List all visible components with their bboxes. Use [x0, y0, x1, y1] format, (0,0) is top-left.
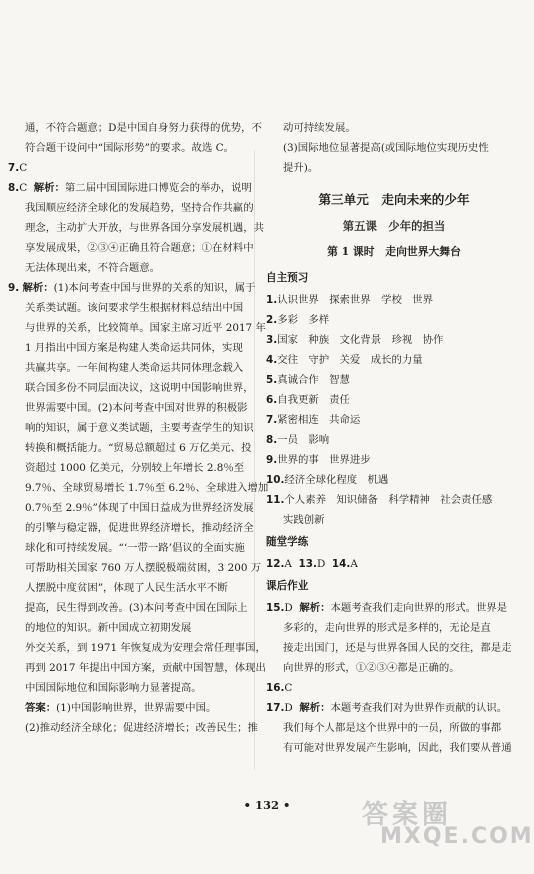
list-item: 11.个人素养 知识储备 科学精神 社会责任感 — [266, 494, 493, 506]
preview-list — [266, 290, 522, 530]
text-line: 1 月指出中国方案是构建人类命运共同体，实现 — [25, 342, 243, 354]
left-column — [8, 118, 269, 738]
right-column — [266, 118, 522, 758]
analysis-label: 解析： — [22, 282, 54, 294]
list-item: 10.经济全球化程度 机遇 — [266, 474, 389, 486]
text-line: 的引擎与稳定器，促进世界经济增长，推动经济全 — [25, 522, 254, 534]
answer-choice: C — [19, 162, 28, 174]
analysis-label: 解析： — [299, 602, 331, 614]
list-item: 7.紧密相连 共命运 — [266, 414, 361, 426]
text-line: 我们每个人都是这个世界中的一员，所做的事都 — [283, 722, 502, 734]
section-heading: 课后作业 — [266, 580, 309, 592]
section-heading: 自主预习 — [266, 272, 309, 284]
list-item: 3.国家 种族 文化背景 珍视 协作 — [266, 334, 444, 346]
text-line: 世界需要中国。(2)本问考查中国对世界的积极影 — [25, 402, 248, 414]
text-line: 享发展成果，②③④正确且符合题意；①在材料中 — [25, 242, 254, 254]
question-7 — [8, 158, 254, 178]
answer-choice: C — [19, 182, 28, 194]
text-line: 资超过 1000 亿美元，分别较上年增长 2.8％至 — [25, 462, 245, 474]
period-title: 第 1 课时 走向世界大舞台 — [327, 245, 461, 258]
text-line: 0.7％至 2.9％”体现了中国日益成为世界经济发展 — [25, 502, 254, 514]
list-item: 5.真诚合作 智慧 — [266, 374, 350, 386]
list-item: 4.交往 守护 关爱 成长的力量 — [266, 354, 423, 366]
question-15: 15.D 解析：本题考查我们走向世界的形式。世界是 多彩的，走向世界的形式是多样的，无论是直 接走出国门，还是与世界各国人民的交往，都是走 向世界的形式，①②③④都是正确的。 — [266, 598, 522, 678]
text-line: 转换和概括能力。“贸易总额超过 6 万亿美元、投 — [25, 442, 252, 454]
watermark-text: 答案圈 — [362, 800, 453, 830]
analysis-label: 解析： — [33, 182, 65, 194]
text-line: 可帮助相关国家 760 万人摆脱极端贫困，3 200 万 — [25, 562, 262, 574]
text-line: 通，不符合题意；D是中国自身努力获得的优势，不 — [25, 122, 262, 134]
text-line: 响的知识，属于意义类试题，主要考查学生的知识 — [25, 422, 254, 434]
list-item: 6.自我更新 责任 — [266, 394, 350, 406]
question-16: 16.C — [266, 682, 293, 694]
text-line: 球化和可持续发展。“‘一带一路’倡议的全面实施 — [25, 542, 245, 554]
text-line: (1)本问考查中国与世界的关系的知识，属于 — [53, 282, 256, 294]
text-line: 提高，民生得到改善。(3)本问考查中国在国际上 — [25, 602, 248, 614]
text-line: 向世界的形式，①②③④都是正确的。 — [283, 662, 460, 674]
text-line: 的地位的知识。新中国成立初期发展 — [25, 622, 192, 634]
text-line: (3)国际地位显著提高(或国际地位实现历史性 — [283, 142, 489, 154]
text-line: 外交关系，到 1971 年恢复成为安理会常任理事国， — [25, 642, 266, 654]
text-line: 我国顺应经济全球化的发展趋势，坚持合作共赢的 — [25, 202, 254, 214]
text-line: 提升)。 — [283, 162, 319, 174]
text-line: 关系类试题。该问要求学生根据材料总结出中国 — [25, 302, 244, 314]
lesson-title: 第五课 少年的担当 — [342, 219, 446, 233]
list-item: 9.世界的事 世界进步 — [266, 454, 371, 466]
list-item: 2.多彩 多样 — [266, 314, 330, 326]
question-number: 8. — [8, 182, 20, 194]
question-17: 17.D 解析：本题考查我们对为世界作贡献的认识。 我们每个人都是这个世界中的一员，所做的事都 有可能对世界发展产生影响，因此，我们要从普通 — [266, 698, 522, 758]
text-line: 有可能对世界发展产生影响，因此，我们要从普通 — [283, 742, 512, 754]
question-8 — [8, 178, 264, 278]
text-line: 符合题干设问中“国际形势”的要求。故选 C。 — [25, 142, 234, 154]
text-line: 理念，主动扩大开放，与世界各国分享发展机遇，共 — [25, 222, 264, 234]
text-line: 动可持续发展。 — [283, 122, 356, 134]
text-line: 无法体现出来，不符合题意。 — [25, 262, 161, 274]
section-heading: 随堂学练 — [266, 536, 309, 548]
text-line: 中国国际地位和国际影响力显著提高。 — [25, 682, 202, 694]
answer-label: 答案： — [25, 702, 57, 714]
question-9 — [8, 278, 269, 698]
question-number: 9. — [8, 282, 20, 294]
page-number: • 132 • — [243, 798, 291, 812]
analysis-label: 解析： — [299, 702, 331, 714]
text-line: 人摆脱中度贫困”，体现了人民生活水平不断 — [25, 582, 228, 594]
text-line: 再到 2017 年提出中国方案，贡献中国智慧，体现出 — [25, 662, 266, 674]
question-number: 7. — [8, 162, 20, 174]
list-item: 1.认识世界 探索世界 学校 世界 — [266, 294, 434, 306]
unit-title: 第三单元 走向未来的少年 — [318, 192, 470, 207]
watermark-logo — [344, 800, 534, 856]
text-line: 多彩的，走向世界的形式是多样的，无论是直 — [283, 622, 491, 634]
text-line: (1)中国影响世界，世界需要中国。 — [56, 702, 217, 714]
text-line: 共赢共享。一年间构建人类命运共同体理念载入 — [25, 362, 244, 374]
text-line: 9.7％、全球贸易增长 1.7％至 6.2％、全球进入增加 — [25, 482, 269, 494]
list-item: 8.一员 影响 — [266, 434, 330, 446]
text-line: (2)推动经济全球化；促进经济增长；改善民生；推 — [25, 722, 258, 734]
watermark-text: MXQE.COM — [380, 824, 534, 849]
text-line: 实践创新 — [283, 514, 325, 526]
text-line: 第二届中国国际进口博览会的举办，说明 — [64, 182, 252, 194]
text-line: 接走出国门，还是与世界各国人民的交往，都是走 — [283, 642, 512, 654]
text-line: 联合国多份不同层面决议，这说明中国影响世界， — [25, 382, 254, 394]
text-line: 与世界的关系，比较简单。国家主席习近平 2017 年 — [25, 322, 266, 334]
answers-row: 12.A 13.D 14.A — [266, 558, 358, 570]
answer-block — [8, 698, 258, 738]
